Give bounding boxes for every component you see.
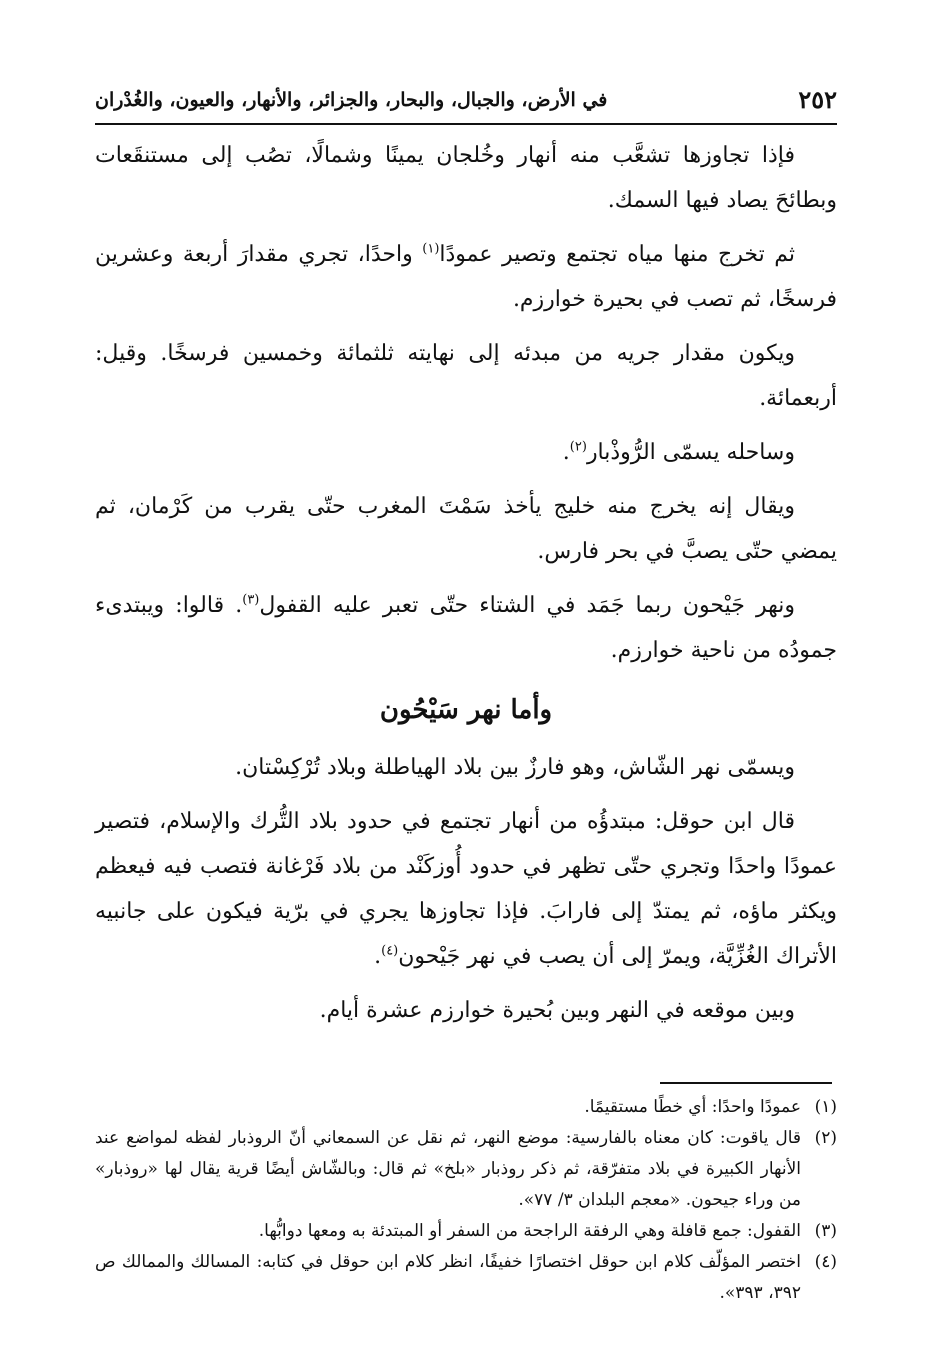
page-number: ٢٥٢ — [798, 85, 837, 114]
running-title: في الأرض، والجبال، والبحار، والجزائر، والأنهار، والعيون، والغُدْران — [95, 89, 608, 111]
footnote-marker[interactable]: (٤) — [381, 943, 399, 959]
footnote-number: (٢) — [814, 1128, 837, 1148]
paragraph — [95, 133, 837, 223]
footnote — [95, 1247, 837, 1309]
footnote-number: (٤) — [814, 1252, 837, 1272]
paragraph — [95, 799, 837, 979]
paragraph-text: وساحله يسمّى الرُّوذْبار — [586, 440, 795, 465]
section-heading: وأما نهر سَيْحُون — [379, 695, 553, 725]
footnote-text: القفول: جمع قافلة وهي الرفقة الراجحة من السفر أو المبتدئة به ومعها دوابُّها. — [258, 1221, 801, 1241]
paragraph-text: . — [374, 944, 382, 969]
footnote-number: (٣) — [814, 1221, 837, 1241]
footnote-number: (١) — [814, 1097, 837, 1117]
paragraph-text: ثم تخرج منها مياه تجتمع وتصير عمودًا — [439, 242, 795, 267]
footnote-separator — [660, 1082, 832, 1084]
paragraph — [95, 232, 837, 322]
paragraph — [95, 988, 837, 1033]
footnote — [95, 1123, 837, 1216]
paragraph-text: ويقال إنه يخرج منه خليج يأخذ سَمْتَ المغرب حتّى يقرب من كَرْمان، ثم يمضي حتّى يصبَّ في بحر فارس. — [95, 494, 837, 564]
footnote-text: عمودًا واحدًا: أي خطًا مستقيمًا. — [584, 1097, 801, 1117]
paragraph-text: فإذا تجاوزها تشعَّب منه أنهار وخُلجان يمينًا وشمالًا، تصُب إلى مستنقَعات وبطائحَ يصاد فيها السمك. — [95, 143, 837, 213]
footnote-marker[interactable]: (٢) — [569, 439, 587, 455]
header-rule — [95, 123, 837, 125]
paragraph-text: . — [562, 440, 570, 465]
footnote-marker[interactable]: (١) — [422, 241, 440, 257]
paragraph — [95, 484, 837, 574]
paragraph-text: وبين موقعه في النهر وبين بُحيرة خوارزم عشرة أيام. — [319, 998, 795, 1023]
paragraph — [95, 430, 837, 475]
paragraph — [95, 745, 837, 790]
paragraph-text: ويكون مقدار جريه من مبدئه إلى نهايته ثلثمائة وخمسين فرسخًا. وقيل: أربعمائة. — [95, 341, 837, 411]
paragraph — [95, 331, 837, 421]
footnote — [95, 1092, 837, 1123]
footnote-text: قال ياقوت: كان معناه بالفارسية: موضع النهر، ثم نقل عن السمعاني أنّ الروذبار لفظه لمواضع عند الأنهار الكبيرة في بلاد متفرّقة، ثم ذكر روذبار «بلخ» ثم قال: وبالشّاش أيضًا قرية يقال لها «روذبار» من وراء جيحون. «معجم البلدان ٣/ ٧٧». — [95, 1128, 801, 1210]
main-text — [95, 133, 837, 1042]
footnote-text: اختصر المؤلّف كلام ابن حوقل اختصارًا خفيفًا، انظر كلام ابن حوقل في كتابه: المسالك والممالك ص ٣٩٢، ٣٩٣». — [95, 1252, 801, 1303]
paragraph-text: قال ابن حوقل: مبتدؤُه من أنهار تجتمع في حدود بلاد التُّرك والإسلام، فتصير عمودًا واحدًا وتجري حتّى تظهر في حدود أُوزكَنْد من بلاد فَرْغانة فتصب فيه فيعظم ويكثر ماؤه، ثم يمتدّ إلى فارابَ. فإذا تجاوزها يجري في برّية فيكون على جانبيه الأتراك الغُزِّيَّة، ويمرّ إلى أن يصب في نهر جَيْحون — [95, 809, 837, 969]
footnotes — [95, 1092, 837, 1309]
running-head — [95, 80, 837, 120]
footnote — [95, 1216, 837, 1247]
footnote-marker[interactable]: (٣) — [242, 592, 260, 608]
paragraph-text: واحدًا، تجري مقدارَ أربعة وعشرين فرسخًا، ثم تصب في بحيرة خوارزم. — [95, 242, 837, 312]
paragraph-text: ونهر جَيْحون ربما جَمَد في الشتاء حتّى تعبر عليه القفول — [259, 593, 795, 618]
paragraph-text: ويسمّى نهر الشّاش، وهو فارزٌ بين بلاد الهياطلة وبلاد تُرْكِسْتان. — [235, 755, 795, 780]
paragraph-text: . قالوا: ويبتدىء جمودُه من ناحية خوارزم. — [95, 593, 837, 663]
paragraph — [95, 583, 837, 673]
